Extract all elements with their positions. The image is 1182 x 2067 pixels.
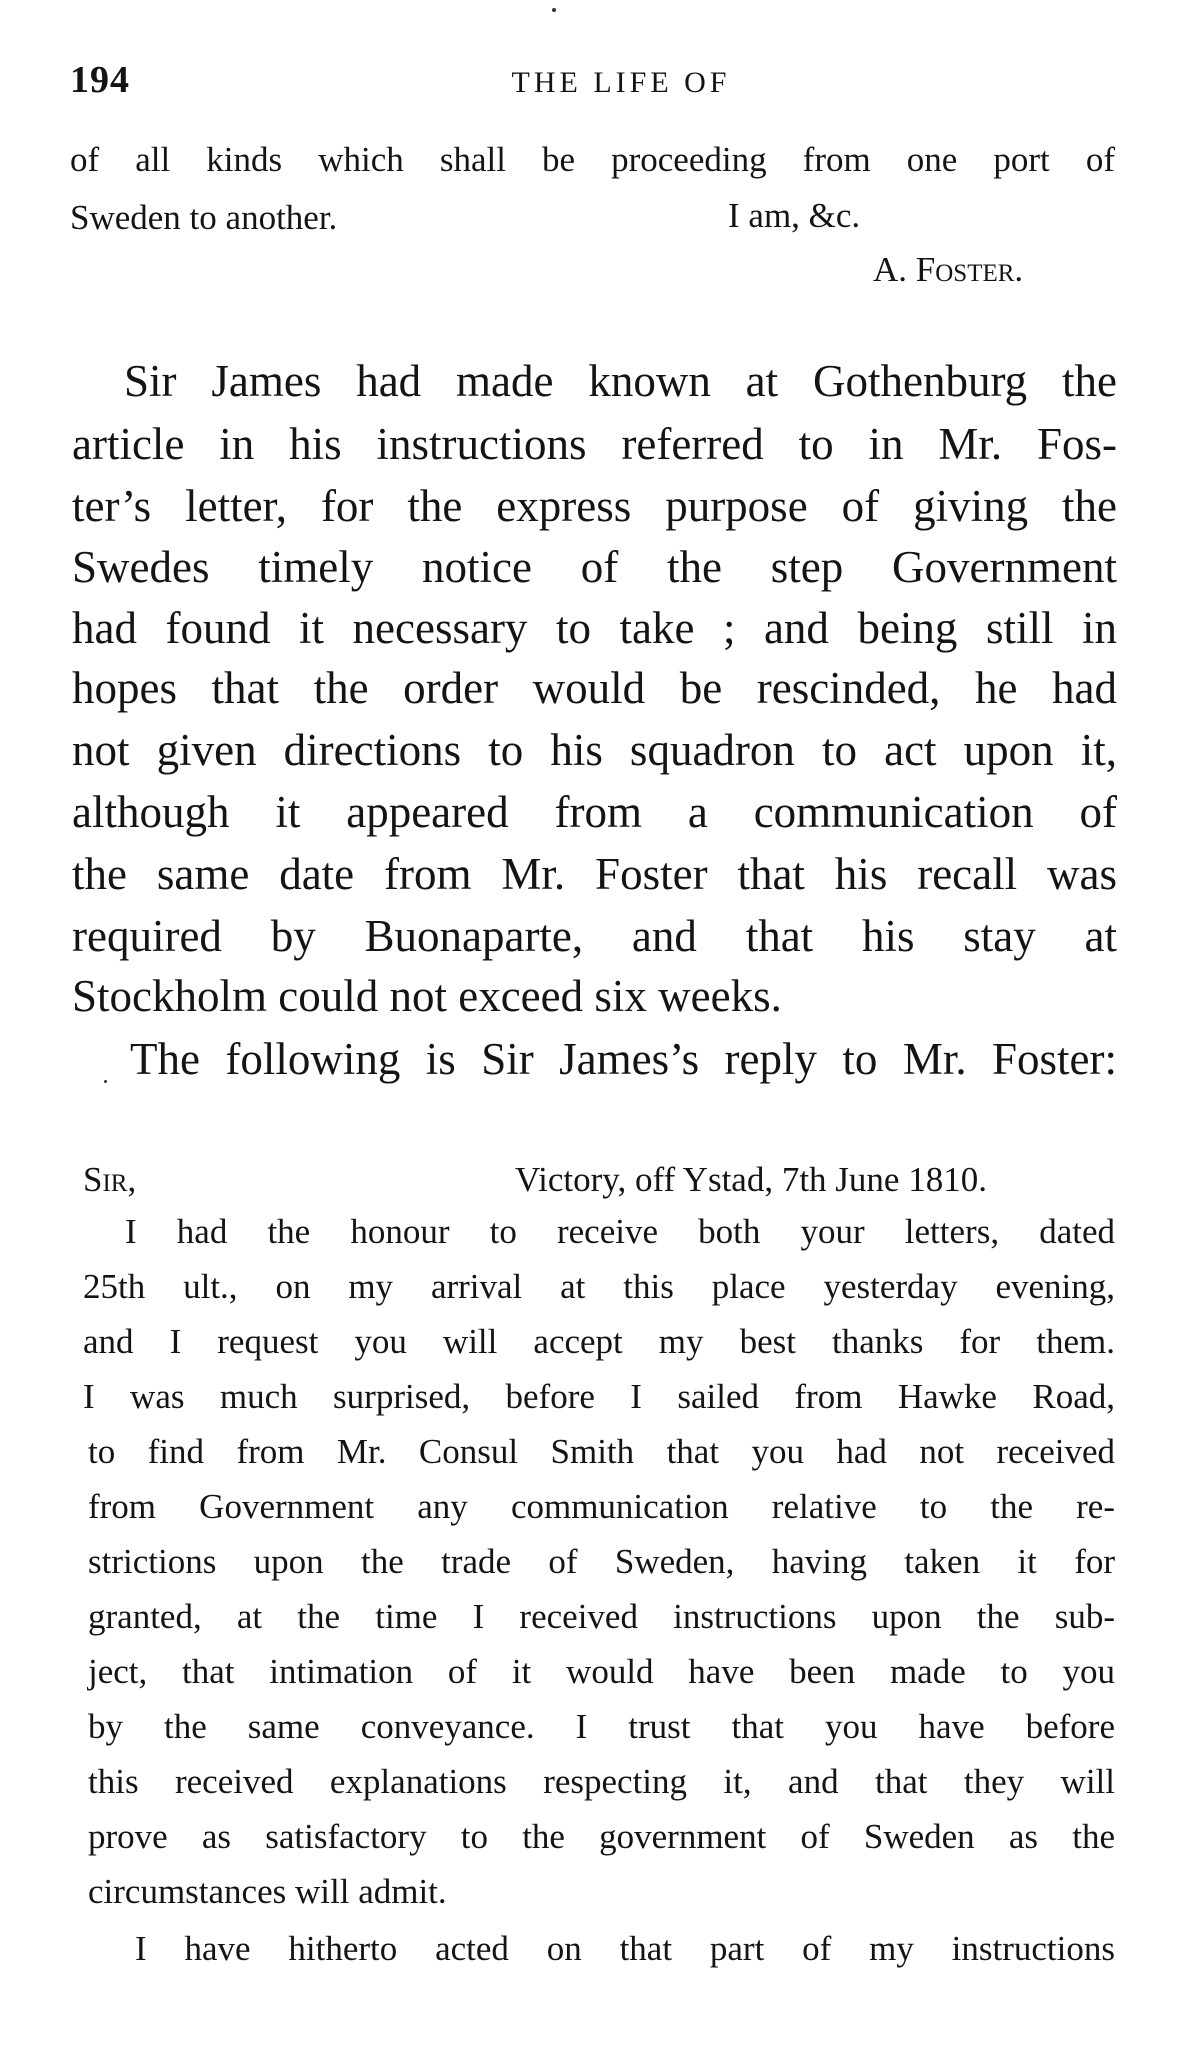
reply-line-9: ject, that intimation of it would have been made to you [88,1652,1115,1691]
reply-line-4: I was much surprised, before I sailed from Hawke Road, [83,1377,1115,1416]
narrative-line-6: hopes that the order would be rescinded, he had [72,663,1117,713]
narrative-line-9: the same date from Mr. Foster that his recall was [72,849,1117,899]
reply-line-10: by the same conveyance. I trust that you have before [88,1707,1115,1746]
narrative-line-11: Stockholm could not exceed six weeks. [72,971,782,1021]
page-number: 194 [70,59,130,101]
reply-line-6: from Government any communication relative to the re- [88,1487,1115,1526]
narrative-line-7: not given directions to his squadron to act upon it, [72,725,1117,775]
reply-line-11: this received explanations respecting it, and that they will [88,1762,1115,1801]
reply-line-13: circumstances will admit. [88,1872,447,1911]
running-title: THE LIFE OF [511,66,731,99]
reply-line-14: I have hitherto acted on that part of my instructions [135,1929,1115,1968]
narrative-line-12: The following is Sir James’s reply to Mr. Foster: [130,1034,1117,1084]
letter-signature: A. Foster. [873,250,1024,289]
narrative-line-4: Swedes timely notice of the step Government [72,542,1117,592]
letter-end-line-1: of all kinds which shall be proceeding from one port of [70,140,1115,179]
narrative-line-1: Sir James had made known at Gothenburg the [124,356,1117,406]
reply-line-8: granted, at the time I received instructions upon the sub- [88,1597,1115,1636]
reply-line-5: to find from Mr. Consul Smith that you had not received [88,1432,1115,1471]
narrative-line-8: although it appeared from a communication of [72,787,1117,837]
narrative-line-2: article in his instructions referred to in Mr. Fos- [72,419,1117,469]
reply-salutation: Sir, [83,1160,137,1199]
letter-closing: I am, &c. [728,196,861,235]
reply-line-2: 25th ult., on my arrival at this place yesterday evening, [83,1267,1115,1306]
print-speck [104,1080,107,1083]
reply-line-3: and I request you will accept my best thanks for them. [83,1322,1115,1361]
narrative-line-3: ter’s letter, for the express purpose of giving the [72,481,1117,531]
letter-end-line-2: Sweden to another. [70,198,338,237]
reply-line-1: I had the honour to receive both your letters, dated [125,1212,1115,1251]
print-speck [552,8,556,12]
reply-line-12: prove as satisfactory to the government of Sweden as the [88,1817,1115,1856]
narrative-line-10: required by Buonaparte, and that his stay at [72,911,1117,961]
narrative-line-5: had found it necessary to take ; and being still in [72,603,1117,653]
reply-line-7: strictions upon the trade of Sweden, having taken it for [88,1542,1115,1581]
reply-dateline: Victory, off Ystad, 7th June 1810. [515,1160,987,1199]
